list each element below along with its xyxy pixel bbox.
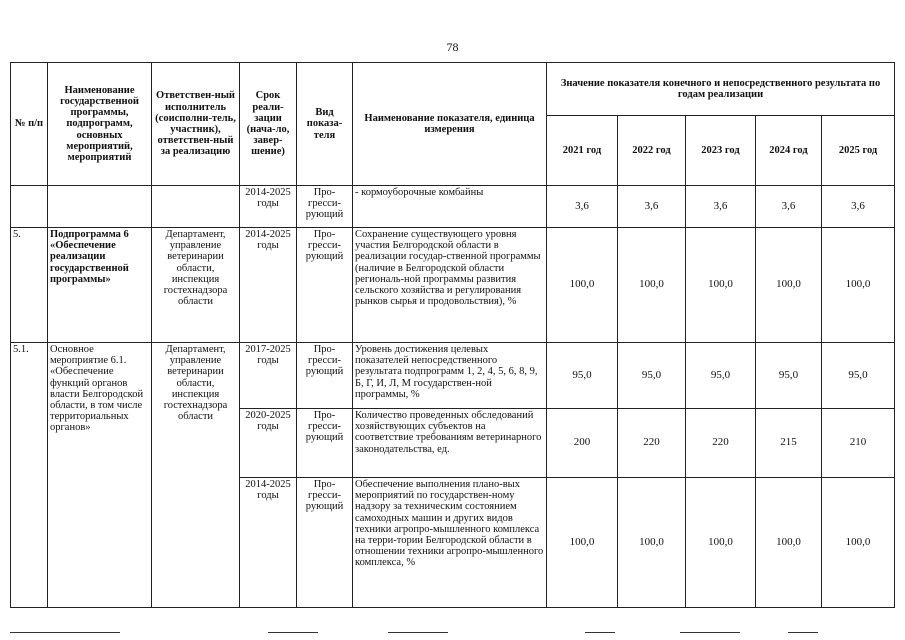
cell-value: 100,0	[547, 478, 618, 608]
cell-value: 95,0	[547, 343, 618, 409]
footer-rule	[680, 632, 740, 633]
cell-value: 100,0	[547, 228, 618, 343]
cell-program: Основное мероприятие 6.1. «Обеспечение функций органов власти Белгородской области, в том числе территориальных органов»	[48, 343, 152, 608]
cell-value: 100,0	[756, 228, 822, 343]
cell-value: 100,0	[822, 478, 895, 608]
cell-value: 220	[618, 409, 686, 478]
cell-value: 3,6	[822, 186, 895, 228]
header-num: № п/п	[11, 63, 48, 186]
cell-value: 3,6	[618, 186, 686, 228]
cell-indicator: Уровень достижения целевых показателей непосредственного результата подпрограмм 1, 2, 4, 5, 6, 8, 9, Б, Г, И, Л, М государствен-ной программы, %	[353, 343, 547, 409]
cell-type: Про-гресси-рующий	[297, 228, 353, 343]
header-year: 2022 год	[618, 116, 686, 186]
cell-value: 95,0	[618, 343, 686, 409]
cell-program	[48, 186, 152, 228]
cell-executor	[152, 186, 240, 228]
cell-value: 100,0	[618, 478, 686, 608]
header-year: 2023 год	[686, 116, 756, 186]
footer-rule	[788, 632, 818, 633]
cell-executor: Департамент, управление ветеринарии области, инспекция гостехнадзора области	[152, 228, 240, 343]
cell-value: 220	[686, 409, 756, 478]
cell-executor: Департамент, управление ветеринарии области, инспекция гостехнадзора области	[152, 343, 240, 608]
header-values-group: Значение показателя конечного и непосредственного результата по годам реализации	[547, 63, 895, 116]
header-type: Вид показа-теля	[297, 63, 353, 186]
cell-num	[11, 186, 48, 228]
cell-term: 2020-2025 годы	[240, 409, 297, 478]
cell-term: 2014-2025 годы	[240, 478, 297, 608]
cell-num: 5.1.	[11, 343, 48, 608]
cell-value: 100,0	[686, 478, 756, 608]
cell-num: 5.	[11, 228, 48, 343]
footer-rule	[585, 632, 615, 633]
cell-value: 3,6	[686, 186, 756, 228]
cell-value: 95,0	[822, 343, 895, 409]
table-row	[11, 186, 895, 228]
cell-indicator: Количество проведенных обследований хозяйствующих субъектов на соответствие требованиям ветеринарного законодательства, ед.	[353, 409, 547, 478]
cell-value: 3,6	[547, 186, 618, 228]
cell-indicator: Обеспечение выполнения плано-вых мероприятий по государствен-ному надзору за техническим состоянием самоходных машин и других видов техники агропро-мышленного комплекса на терри-тории Белгородской области в отношении техники агропро-мышленного комплекса, %	[353, 478, 547, 608]
table-row	[11, 228, 895, 343]
cell-value: 95,0	[756, 343, 822, 409]
cell-type: Про-гресси-рующий	[297, 478, 353, 608]
cell-value: 200	[547, 409, 618, 478]
footer-rule	[388, 632, 448, 633]
footer-rule	[10, 632, 120, 633]
cell-value: 100,0	[686, 228, 756, 343]
footer-rule	[268, 632, 318, 633]
cell-indicator: Сохранение существующего уровня участия Белгородской области в реализации государ-ственной программы (наличие в Белгородской области региональ-ной программы развития сельского хозяйства и регулирования рынков сырья и продовольствия), %	[353, 228, 547, 343]
header-executor: Ответствен-ный исполнитель (соисполни-тель, участник), ответствен-ный за реализацию	[152, 63, 240, 186]
cell-type: Про-гресси-рующий	[297, 186, 353, 228]
cell-value: 100,0	[756, 478, 822, 608]
cell-indicator: - кормоуборочные комбайны	[353, 186, 547, 228]
cell-term: 2014-2025 годы	[240, 228, 297, 343]
cell-value: 95,0	[686, 343, 756, 409]
cell-program: Подпрограмма 6 «Обеспечение реализации государственной программы»	[48, 228, 152, 343]
header-program: Наименование государственной программы, подпрограмм, основных мероприятий, мероприятий	[48, 63, 152, 186]
cell-value: 100,0	[618, 228, 686, 343]
cell-value: 3,6	[756, 186, 822, 228]
table-row	[11, 343, 895, 409]
indicator-table	[10, 62, 895, 608]
cell-term: 2017-2025 годы	[240, 343, 297, 409]
header-indicator: Наименование показателя, единица измерения	[353, 63, 547, 186]
cell-value: 210	[822, 409, 895, 478]
cell-value: 215	[756, 409, 822, 478]
cell-type: Про-гресси-рующий	[297, 409, 353, 478]
cell-value: 100,0	[822, 228, 895, 343]
header-term: Срок реали-зации (нача-ло, завер-шение)	[240, 63, 297, 186]
page-number: 78	[446, 40, 459, 54]
cell-type: Про-гресси-рующий	[297, 343, 353, 409]
header-year: 2025 год	[822, 116, 895, 186]
cell-term: 2014-2025 годы	[240, 186, 297, 228]
header-year: 2021 год	[547, 116, 618, 186]
header-year: 2024 год	[756, 116, 822, 186]
